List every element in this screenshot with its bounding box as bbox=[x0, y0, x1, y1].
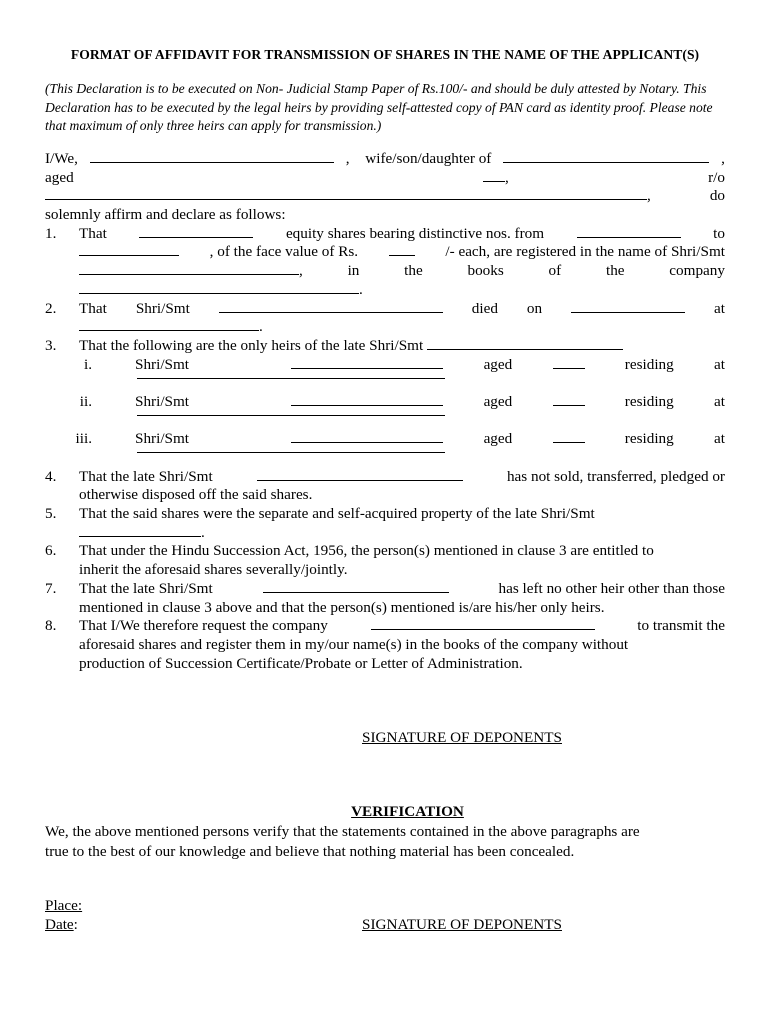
death-place-blank[interactable] bbox=[79, 318, 259, 331]
name-blank[interactable] bbox=[90, 150, 334, 163]
clause-7: 7. That the late Shri/Smt has left no other heir other than those mentioned in clause 3 above and that the person(s) mentioned is/are his/her only heirs. bbox=[45, 579, 725, 616]
from-number-blank[interactable] bbox=[577, 225, 681, 238]
late-name-blank[interactable] bbox=[427, 337, 623, 350]
place-label: Place: bbox=[45, 897, 83, 914]
intro-line: Declaration has to be executed by the legal heirs by providing self-attested copy of PAN card as identity proof. Please note bbox=[45, 99, 713, 115]
clause-5: 5. That the said shares were the separate and self-acquired property of the late Shri/Smt . bbox=[45, 505, 595, 541]
opening-line: I/We, , wife/son/daughter of , bbox=[45, 150, 725, 167]
clause-8: 8. That I/We therefore request the company to transmit the aforesaid shares and register them in my/our name(s) in the books of the company without production of Succession Certificate/Probate or Letter of Administration. bbox=[45, 617, 725, 672]
signature-of-deponents: SIGNATURE OF DEPONENTS bbox=[362, 916, 562, 933]
clause-6: 6. That under the Hindu Succession Act, 1956, the person(s) mentioned in clause 3 are entitled to inherit the aforesaid shares severally/jointly. bbox=[45, 542, 654, 579]
heir-name-blank[interactable] bbox=[291, 430, 443, 443]
verification-text: We, the above mentioned persons verify that the statements contained in the above paragraphs are true to the best of our knowledge and believe that nothing material has been concealed. bbox=[45, 823, 640, 860]
company-name-blank[interactable] bbox=[79, 281, 359, 294]
address-line: , do bbox=[45, 187, 725, 206]
document-title: FORMAT OF AFFIDAVIT FOR TRANSMISSION OF SHARES IN THE NAME OF THE APPLICANT(S) bbox=[70, 47, 700, 62]
aged-line: aged , r/o bbox=[45, 168, 725, 186]
death-date-blank[interactable] bbox=[571, 300, 685, 313]
clause-4: 4. That the late Shri/Smt has not sold, transferred, pledged or otherwise disposed off the said shares. bbox=[45, 467, 725, 504]
heir-address-blank[interactable] bbox=[137, 452, 445, 453]
registered-holder-blank[interactable] bbox=[79, 262, 299, 275]
face-value-blank[interactable] bbox=[389, 243, 415, 256]
heir-name-blank[interactable] bbox=[291, 356, 443, 369]
clause-2: 2. That Shri/Smt died on at . bbox=[45, 299, 725, 336]
shares-count-blank[interactable] bbox=[139, 225, 253, 238]
late-person-blank[interactable] bbox=[263, 580, 449, 593]
heir-entry: i. Shri/Smt aged residing at bbox=[79, 356, 725, 393]
date-label: Date: bbox=[45, 916, 78, 933]
heir-address-blank[interactable] bbox=[137, 378, 445, 379]
signature-of-deponents: SIGNATURE OF DEPONENTS bbox=[362, 729, 562, 746]
intro-line: (This Declaration is to be executed on Non- Judicial Stamp Paper of Rs.100/- and should be duly attested by Notary. This bbox=[45, 81, 707, 96]
intro-note bbox=[45, 80, 725, 136]
heir-address-blank[interactable] bbox=[137, 415, 445, 416]
heir-age-blank[interactable] bbox=[553, 393, 585, 406]
to-number-blank[interactable] bbox=[79, 243, 179, 256]
clause-1: 1. That equity shares bearing distinctive nos. from to , of the face value of Rs. /- each, are registered in the name of Shri/Smt , in the books of the company . bbox=[45, 224, 725, 298]
affidavit-body bbox=[45, 150, 725, 673]
intro-line: that maximum of only three heirs can apply for transmission.) bbox=[45, 118, 382, 133]
heir-name-blank[interactable] bbox=[291, 393, 443, 406]
heir-entry: iii. Shri/Smt aged residing at bbox=[79, 430, 725, 467]
heir-entry: ii. Shri/Smt aged residing at bbox=[79, 393, 725, 430]
parent-name-blank[interactable] bbox=[503, 150, 709, 163]
clause-3: 3. That the following are the only heirs of the late Shri/Smt i. Shri/Smt aged residing at ii. Shri/Smt aged residing at iii. Shri/Smt aged residing at bbox=[45, 337, 725, 468]
age-blank[interactable] bbox=[483, 169, 505, 182]
affirm-line: solemnly affirm and declare as follows: bbox=[45, 206, 286, 224]
deceased-name-blank[interactable] bbox=[219, 300, 443, 313]
company-request-blank[interactable] bbox=[371, 617, 595, 630]
heir-age-blank[interactable] bbox=[553, 430, 585, 443]
heir-age-blank[interactable] bbox=[553, 356, 585, 369]
verification-heading: VERIFICATION bbox=[351, 803, 464, 820]
property-owner-blank[interactable] bbox=[79, 524, 201, 537]
address-blank[interactable] bbox=[45, 187, 647, 200]
late-shareholder-blank[interactable] bbox=[257, 468, 463, 481]
